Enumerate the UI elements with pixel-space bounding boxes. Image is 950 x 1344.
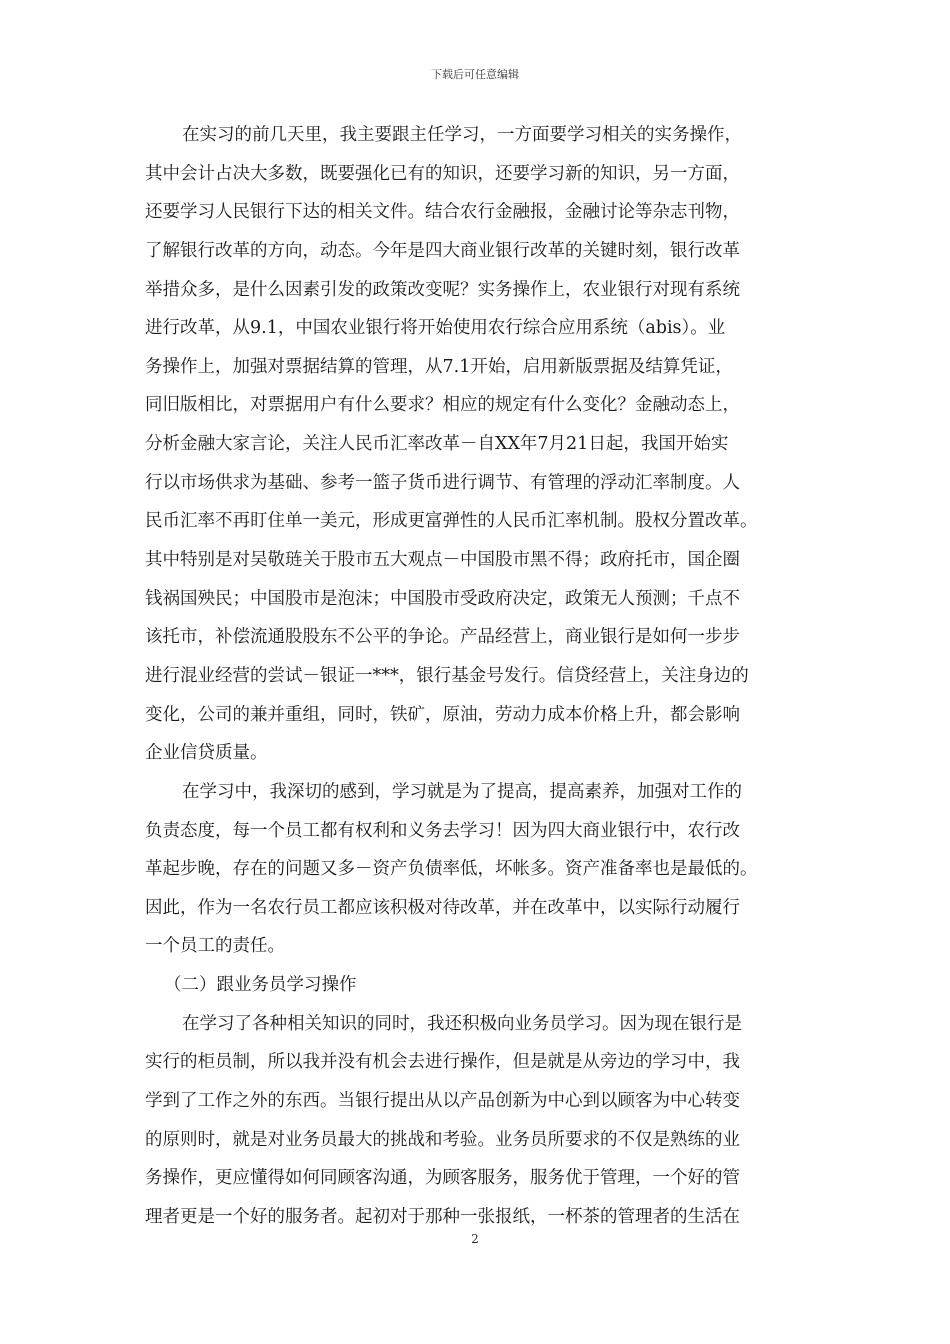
text-line: 其中特别是对吴敬琏关于股市五大观点－中国股市黑不得；政府托市，国企圈 xyxy=(145,550,740,571)
text-line: 负责态度，每一个员工都有权利和义务去学习！因为四大商业银行中，农行改 xyxy=(145,820,740,841)
text-line: 变化，公司的兼并重组，同时，铁矿，原油，劳动力成本价格上升，都会影响 xyxy=(145,704,740,725)
text-line: 务操作上，加强对票据结算的管理，从7.1开始，启用新版票据及结算凭证， xyxy=(145,356,733,377)
text-line: 还要学习人民银行下达的相关文件。结合农行金融报，金融讨论等杂志刊物， xyxy=(145,202,740,223)
text-line: 了解银行改革的方向，动态。今年是四大商业银行改革的关键时刻，银行改革 xyxy=(145,240,740,261)
text-line: 理者更是一个好的服务者。起初对于那种一张报纸，一杯茶的管理者的生活在 xyxy=(145,1206,740,1227)
text-line: 实行的柜员制，所以我并没有机会去进行操作，但是就是从旁边的学习中，我 xyxy=(145,1052,740,1073)
section-heading: （二）跟业务员学习操作 xyxy=(164,975,357,996)
page-header: 下载后可任意编辑 xyxy=(431,68,519,81)
text-line: 学到了工作之外的东西。当银行提出从以产品创新为中心到以顾客为中心转变 xyxy=(145,1091,740,1112)
text-line: 革起步晚，存在的问题又多－资产负债率低，坏帐多。资产准备率也是最低的。 xyxy=(145,859,758,880)
text-line: 进行改革，从9.1，中国农业银行将开始使用农行综合应用系统（abis）。业 xyxy=(145,318,726,339)
page-number: 2 xyxy=(471,1232,479,1246)
text-line: 在学习了各种相关知识的同时，我还积极向业务员学习。因为现在银行是 xyxy=(182,1013,742,1034)
text-line: 在实习的前几天里，我主要跟主任学习，一方面要学习相关的实务操作， xyxy=(182,125,742,145)
text-line: 一个员工的责任。 xyxy=(145,936,285,957)
text-line: 举措众多，是什么因素引发的政策改变呢？实务操作上，农业银行对现有系统 xyxy=(145,279,740,300)
text-line: 在学习中，我深切的感到，学习就是为了提高，提高素养，加强对工作的 xyxy=(182,781,742,802)
text-line: 因此，作为一名农行员工都应该积极对待改革，并在改革中，以实际行动履行 xyxy=(145,897,740,918)
text-line: 行以市场供求为基础、参考一篮子货币进行调节、有管理的浮动汇率制度。人 xyxy=(145,472,740,493)
text-line: 同旧版相比，对票据用户有什么要求？相应的规定有什么变化？金融动态上， xyxy=(145,395,740,416)
text-line: 钱祸国殃民；中国股市是泡沫；中国股市受政府决定，政策无人预测；千点不 xyxy=(145,588,740,609)
text-line: 的原则时，就是对业务员最大的挑战和考验。业务员所要求的不仅是熟练的业 xyxy=(145,1129,740,1150)
text-line: 进行混业经营的尝试－银证一***，银行基金号发行。信贷经营上，关注身边的 xyxy=(145,665,749,686)
text-line: 民币汇率不再盯住单一美元，形成更富弹性的人民币汇率机制。股权分置改革。 xyxy=(145,511,758,532)
text-line: 其中会计占决大多数，既要强化已有的知识，还要学习新的知识，另一方面， xyxy=(145,163,740,184)
text-line: 企业信贷质量。 xyxy=(145,743,268,764)
text-line: 该托市，补偿流通股股东不公平的争论。产品经营上，商业银行是如何一步步 xyxy=(145,627,740,648)
text-line: 务操作，更应懂得如何同顾客沟通，为顾客服务，服务优于管理，一个好的管 xyxy=(145,1168,740,1189)
document-body xyxy=(145,116,817,1237)
text-line: 分析金融大家言论，关注人民币汇率改革－自XX年7月21日起，我国开始实 xyxy=(145,434,729,455)
